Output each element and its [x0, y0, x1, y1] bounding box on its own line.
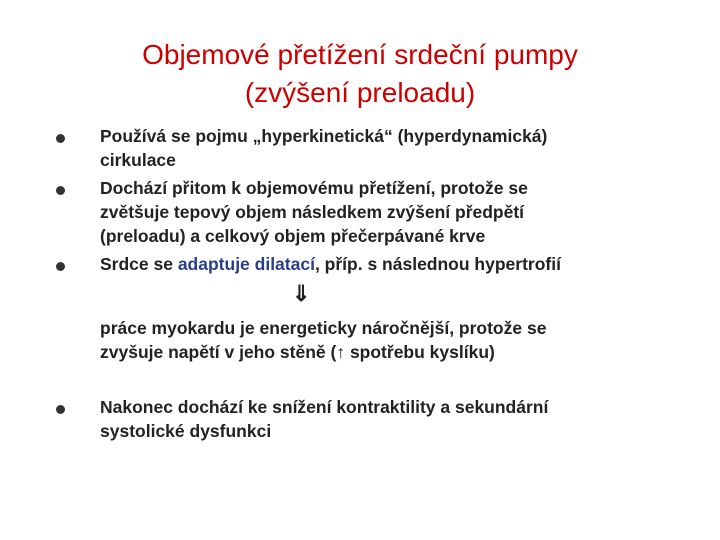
- slide-title: [0, 36, 720, 112]
- bullet-2-line-1: Dochází přitom k objemovému přetížení, protože se: [100, 178, 528, 198]
- bullet-dot-4: [56, 405, 65, 414]
- bullet-2-line-3: (preloadu) a celkový objem přečerpávané krve: [100, 226, 486, 246]
- bullet-dot-3: [56, 262, 65, 271]
- bullet-item-4: [100, 395, 660, 443]
- bullet-3-prefix: Srdce se: [100, 254, 178, 274]
- implies-arrow-icon: ⇓: [292, 281, 311, 306]
- bullet-item-3: [100, 252, 660, 276]
- consequence-paragraph: [100, 316, 660, 364]
- bullet-dot-2: [56, 186, 65, 195]
- consequence-line-2-suffix: spotřebu kyslíku): [345, 342, 495, 362]
- bullet-2-line-2: zvětšuje tepový objem následkem zvýšení předpětí: [100, 202, 525, 222]
- up-arrow-icon: ↑: [336, 342, 346, 362]
- title-line-1: Objemové přetížení srdeční pumpy: [142, 39, 578, 70]
- bullet-item-1: [100, 124, 660, 172]
- bullet-3-suffix: , příp. s následnou hypertrofií: [314, 254, 561, 274]
- bullet-1-line-1: Používá se pojmu „hyperkinetická“ (hyperdynamická): [100, 126, 548, 146]
- bullet-3-line-1: [100, 252, 660, 276]
- consequence-line-1: práce myokardu je energeticky náročnější, protože se: [100, 318, 547, 338]
- consequence-line-2: [100, 340, 660, 364]
- bullet-3-highlight: adaptuje dilatací: [177, 254, 315, 274]
- consequence-line-2-prefix: zvyšuje napětí v jeho stěně (: [100, 342, 337, 362]
- title-line-2: (zvýšení preloadu): [244, 77, 476, 108]
- bullet-1-line-2: cirkulace: [100, 150, 176, 170]
- bullet-4-line-2: systolické dysfunkci: [100, 421, 272, 441]
- bullet-item-2: [100, 176, 660, 248]
- bullet-dot-1: [56, 134, 65, 143]
- bullet-4-line-1: Nakonec dochází ke snížení kontraktility a sekundární: [100, 397, 549, 417]
